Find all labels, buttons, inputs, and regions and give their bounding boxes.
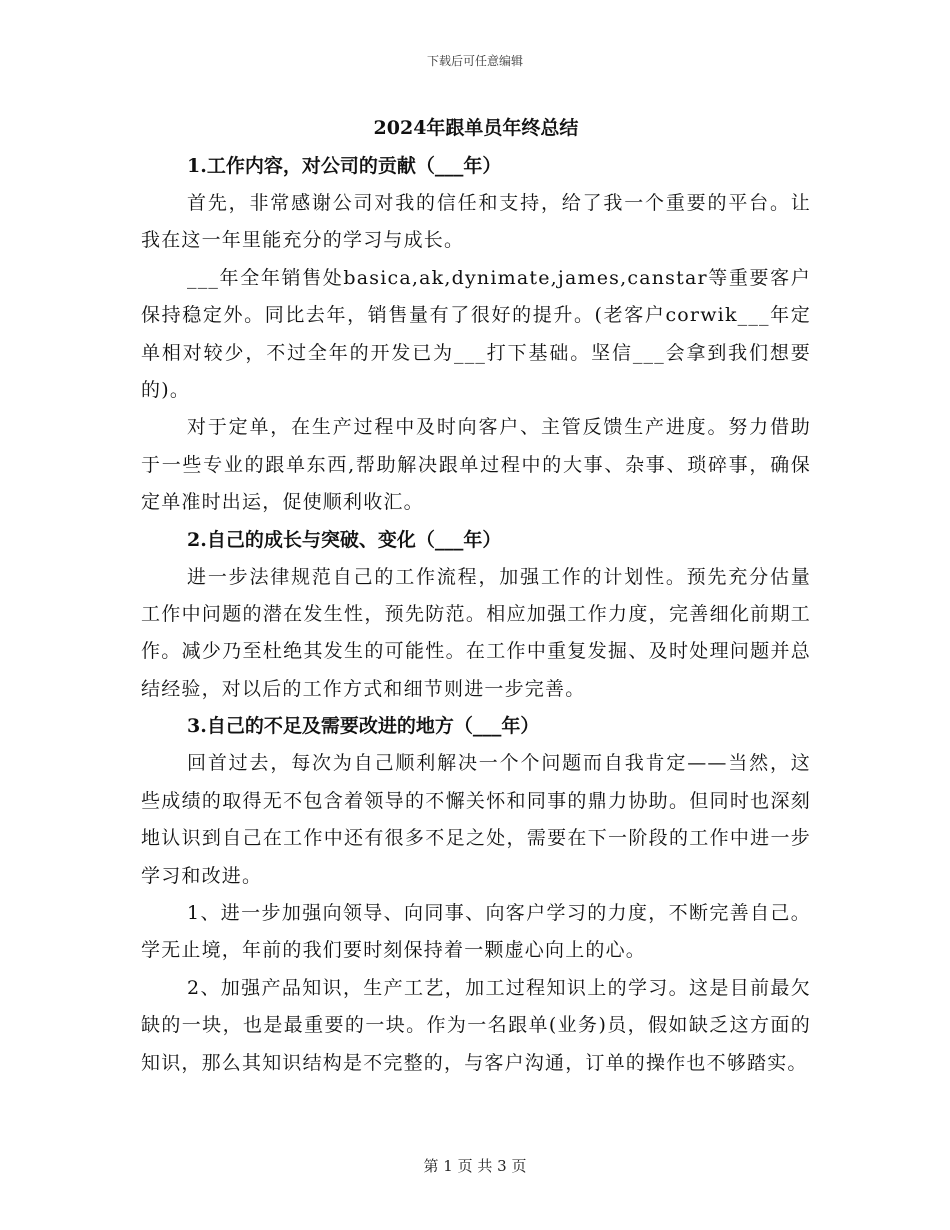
section-heading: 3.自己的不足及需要改进的地方（___年） [187, 715, 540, 738]
paragraph: ___年全年销售处basica,ak,dynimate,james,canstar等重要客户保持稳定外。同比去年，销售量有了很好的提升。(老客户corwik___年定单相对较少，不过全年的开发已为___打下基础。坚信___会拿到我们想要的)。 [141, 266, 811, 402]
paragraph: 1、进一步加强向领导、向同事、向客户学习的力度，不断完善自己。学无止境，年前的我们要时刻保持着一颗虚心向上的心。 [141, 901, 811, 962]
section-heading: 1.工作内容，对公司的贡献（___年） [187, 155, 502, 177]
document-title: 2024年跟单员年终总结 [373, 117, 579, 139]
paragraph: 回首过去，每次为自己顺利解决一个个问题而自我肯定——当然，这些成绩的取得无不包含着领导的不懈关怀和同事的鼎力协助。但同时也深刻地认识到自己在工作中还有很多不足之处，需要在下一阶段的工作中进一步学习和改进。 [141, 752, 811, 887]
paragraph: 对于定单，在生产过程中及时向客户、主管反馈生产进度。努力借助于一些专业的跟单东西,帮助解决跟单过程中的大事、杂事、琐碎事，确保定单准时出运，促使顺利收汇。 [141, 416, 811, 514]
section-heading: 2.自己的成长与突破、变化（___年） [187, 528, 502, 551]
section-1 [141, 148, 811, 522]
document-body [141, 108, 811, 1082]
page-header-note: 下载后可任意编辑 [426, 54, 523, 68]
section-2 [141, 522, 811, 709]
paragraph: 进一步法律规范自己的工作流程，加强工作的计划性。预先充分估量工作中问题的潜在发生性，预先防范。相应加强工作力度，完善细化前期工作。减少乃至杜绝其发生的可能性。在工作中重复发掘、及时处理问题并总结经验，对以后的工作方式和细节则进一步完善。 [141, 565, 811, 700]
section-3 [141, 708, 811, 1082]
page-number: 第 1 页 共 3 页 [423, 1157, 527, 1175]
paragraph: 2、加强产品知识，生产工艺，加工过程知识上的学习。这是目前最欠缺的一块，也是最重要的一块。作为一名跟单(业务)员，假如缺乏这方面的知识，那么其知识结构是不完整的，与客户沟通，订单的操作也不够踏实。 [141, 976, 811, 1074]
paragraph: 首先，非常感谢公司对我的信任和支持，给了我一个重要的平台。让我在这一年里能充分的学习与成长。 [141, 192, 811, 252]
